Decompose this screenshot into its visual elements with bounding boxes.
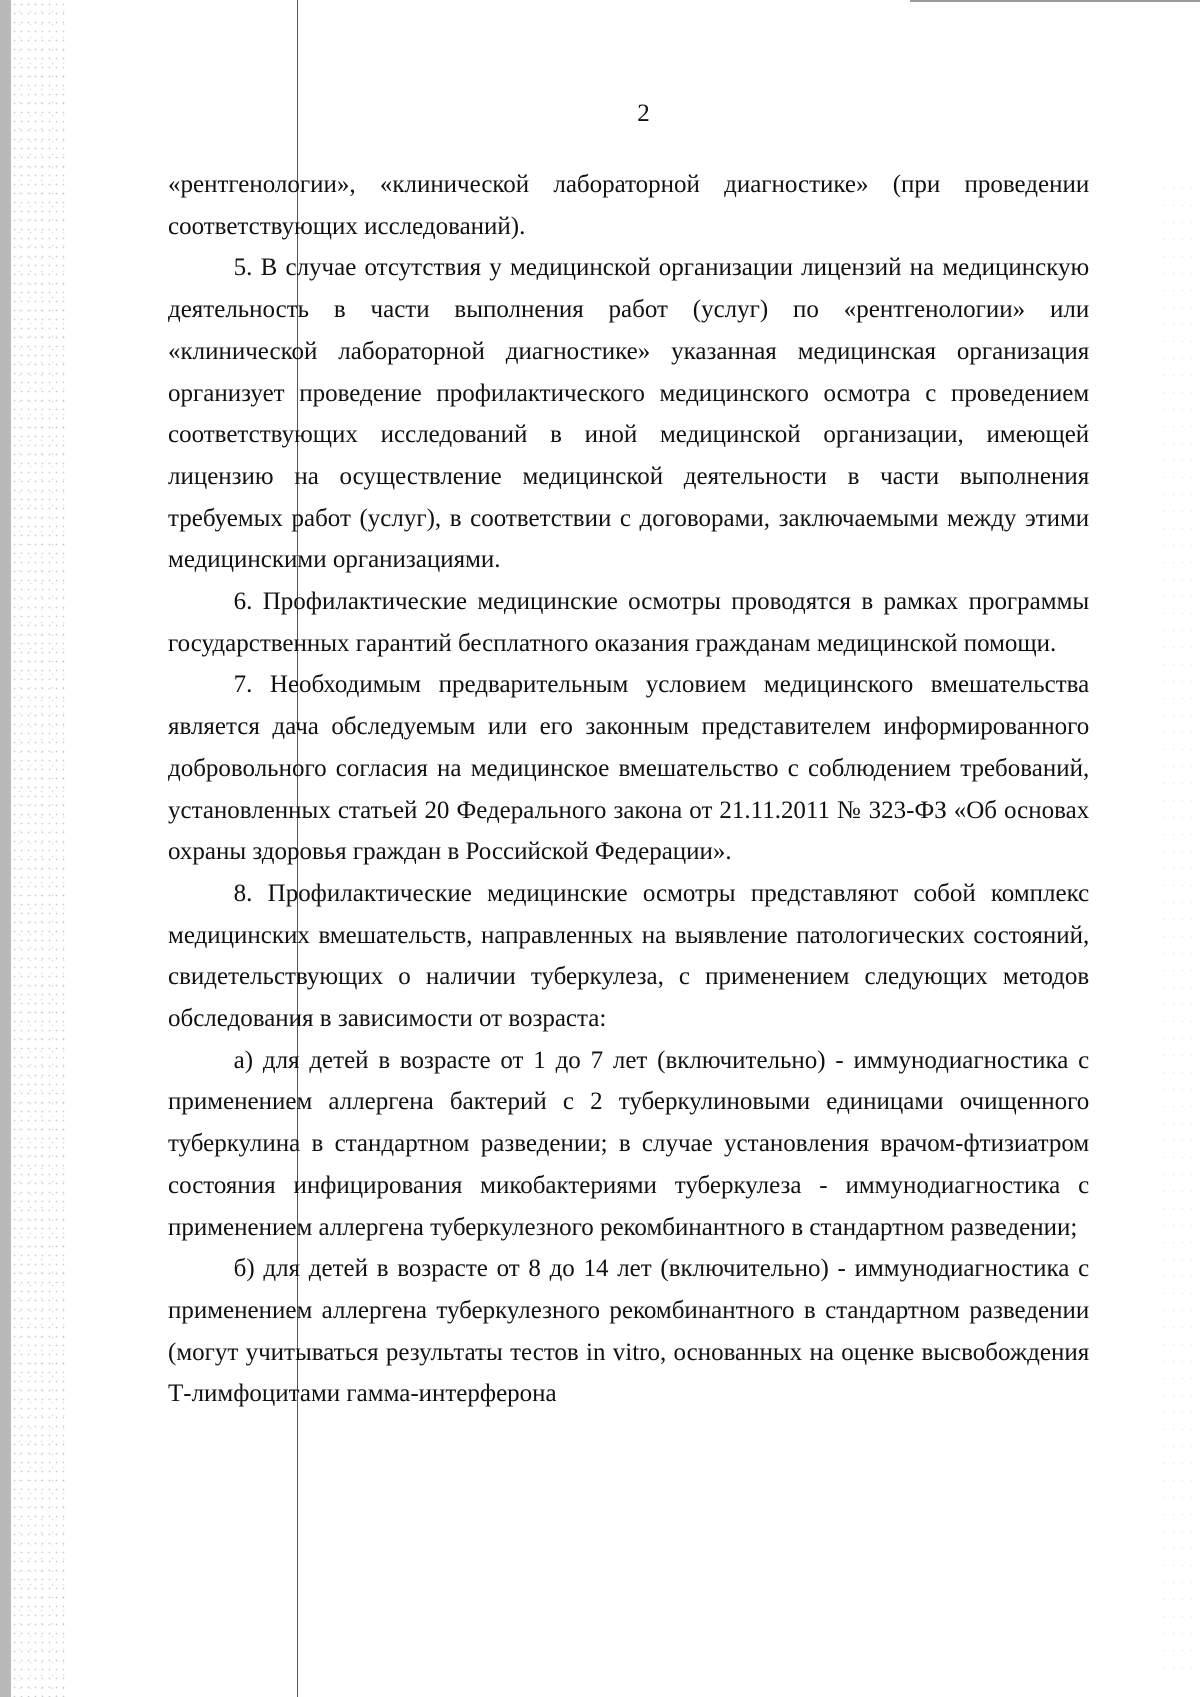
paragraph-continuation: «рентгенологии», «клинической лабораторной диагностике» (при проведении соответствующих исследований). [168,169,1090,240]
scan-edge-strip [0,0,11,1697]
page-number: 2 [637,100,650,127]
scan-noise-left [11,0,66,1697]
paragraph-item-6: 6. Профилактические медицинские осмотры проводятся в рамках программы государственных гарантий бесплатного оказания гражданам медицинской помощи. [168,586,1090,657]
scan-noise-right [1160,180,1200,1680]
scan-top-line [910,0,1200,2]
paragraph-item-7: 7. Необходимым предварительным условием медицинского вмешательства является дача обследуемым или его законным представителем информированного добровольного согласия на медицинское вмешательство с соблюдением требований, установленных статьей 20 Федерального закона от 21.11.2011 № 323-ФЗ «Об основах охраны здоровья граждан в Российской Федерации». [168,669,1090,866]
paragraph-item-8: 8. Профилактические медицинские осмотры представляют собой комплекс медицинских вмешательств, направленных на выявление патологических состояний, свидетельствующих о наличии туберкулеза, с применением следующих методов обследования в зависимости от возраста: [168,877,1090,1033]
paragraph-item-8a: а) для детей в возрасте от 1 до 7 лет (включительно) - иммунодиагностика с применением аллергена бактерий с 2 туберкулиновыми единицами очищенного туберкулина в стандартном разведении; в случае установления врачом-фтизиатром состояния инфицирования микобактериями туберкулеза - иммунодиагностика с применением аллергена туберкулезного рекомбинантного в стандартном разведении; [168,1044,1090,1241]
document-body [168,163,1089,1414]
paragraph-item-5: 5. В случае отсутствия у медицинской организации лицензий на медицинскую деятельность в части выполнения работ (услуг) по «рентгенологии» или «клинической лабораторной диагностике» указанная медицинская организация организует проведение профилактического медицинского осмотра с проведением соответствующих исследований в иной медицинской организации, имеющей лицензию на осуществление медицинской деятельности в части выполнения требуемых работ (услуг), в соответствии с договорами, заключаемыми между этими медицинскими организациями. [168,252,1090,574]
paragraph-item-8b: б) для детей в возрасте от 8 до 14 лет (включительно) - иммунодиагностика с применением аллергена туберкулезного рекомбинантного в стандартном разведении (могут учитываться результаты тестов in vitro, основанных на оценке высвобождения Т-лимфоцитами гамма-интерферона [168,1253,1090,1408]
